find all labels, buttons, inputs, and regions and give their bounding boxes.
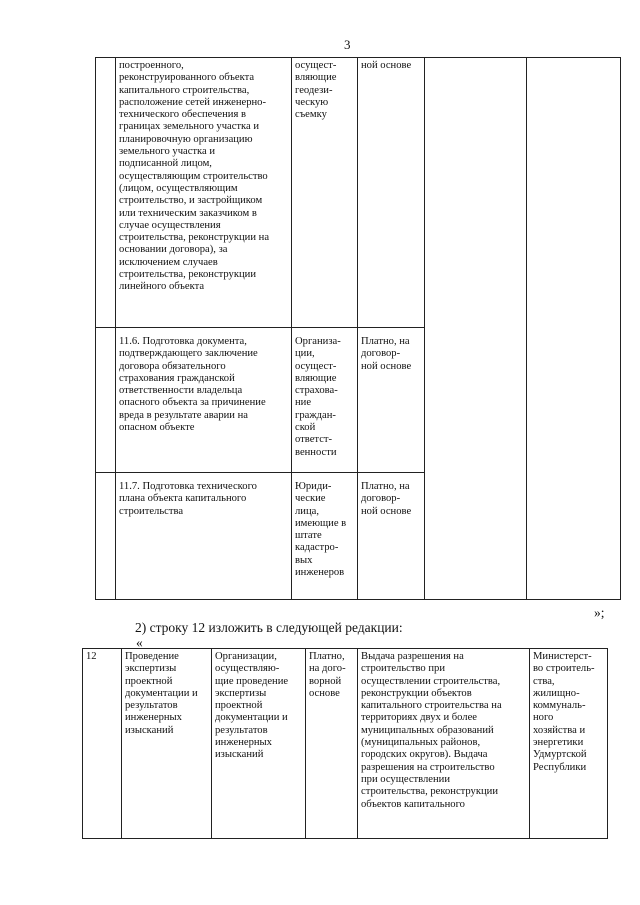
number-cell: [96, 58, 116, 328]
service-name-cell: Проведение экспертизы проектной документации и результатов инженерных изысканий: [122, 649, 212, 839]
service-name-cell: построенного, реконструированного объекта капитального строительства, расположение сетей инженерно- технического обеспечения в границах земельного участка и планировочную организацию земельного участка и подписанной лицом, осуществляющим строительство (лицом, осуществляющим строительство, и застройщиком или техническим заказчиком в случае осуществления строительства, реконструкции на основании договора), за исключением случаев строительства, реконструкции линейного объекта: [116, 58, 292, 328]
agency-cell: Министерст- во строитель- ства, жилищно- коммуналь- ного хозяйства и энергетики Удмуртской Республики: [530, 649, 608, 839]
related-service-cell: Выдача разрешения на строительство при осуществлении строительства, реконструкции объектов капитального строительства на территориях двух и более муниципальных образований (муниципальных районов, городских округов). Выдача разрешения на строительство при осуществлении строительства, реконструкции объектов капитального: [358, 649, 530, 839]
closing-quote-mark: »;: [594, 605, 605, 620]
number-cell: [96, 473, 116, 600]
amendment-instruction: 2) строку 12 изложить в следующей редакции:: [135, 620, 403, 635]
opening-quote-mark: «: [136, 635, 143, 650]
payment-basis-cell: ной основе: [358, 58, 425, 328]
service-name-cell: 11.7. Подготовка технического плана объекта капитального строительства: [116, 473, 292, 600]
agency-cell: [527, 58, 621, 600]
payment-basis-cell: Платно, на договор- ной основе: [358, 328, 425, 473]
payment-basis-cell: Платно, на договор- ной основе: [358, 473, 425, 600]
provider-cell: Организа- ции, осущест- вляющие страхова- ние граждан- ской ответст- венности: [292, 328, 358, 473]
service-name-cell: 11.6. Подготовка документа, подтверждающего заключение договора обязательного страхования гражданской ответственности владельца опасного объекта за причинение вреда в результате аварии на опасном объекте: [116, 328, 292, 473]
provider-cell: осущест- вляющие геодези- ческую съемку: [292, 58, 358, 328]
row-12-table: [82, 648, 608, 839]
services-table-continued: [95, 57, 621, 600]
table-row: [96, 58, 621, 328]
number-cell: [96, 328, 116, 473]
payment-basis-cell: Платно, на дого- ворной основе: [306, 649, 358, 839]
page-number: 3: [344, 37, 351, 52]
table-row: [83, 649, 608, 839]
related-service-cell: [425, 58, 527, 600]
provider-cell: Юриди- ческие лица, имеющие в штате кадастро- вых инженеров: [292, 473, 358, 600]
provider-cell: Организации, осуществляю- щие проведение экспертизы проектной документации и результатов инженерных изысканий: [212, 649, 306, 839]
number-cell: 12: [83, 649, 122, 839]
